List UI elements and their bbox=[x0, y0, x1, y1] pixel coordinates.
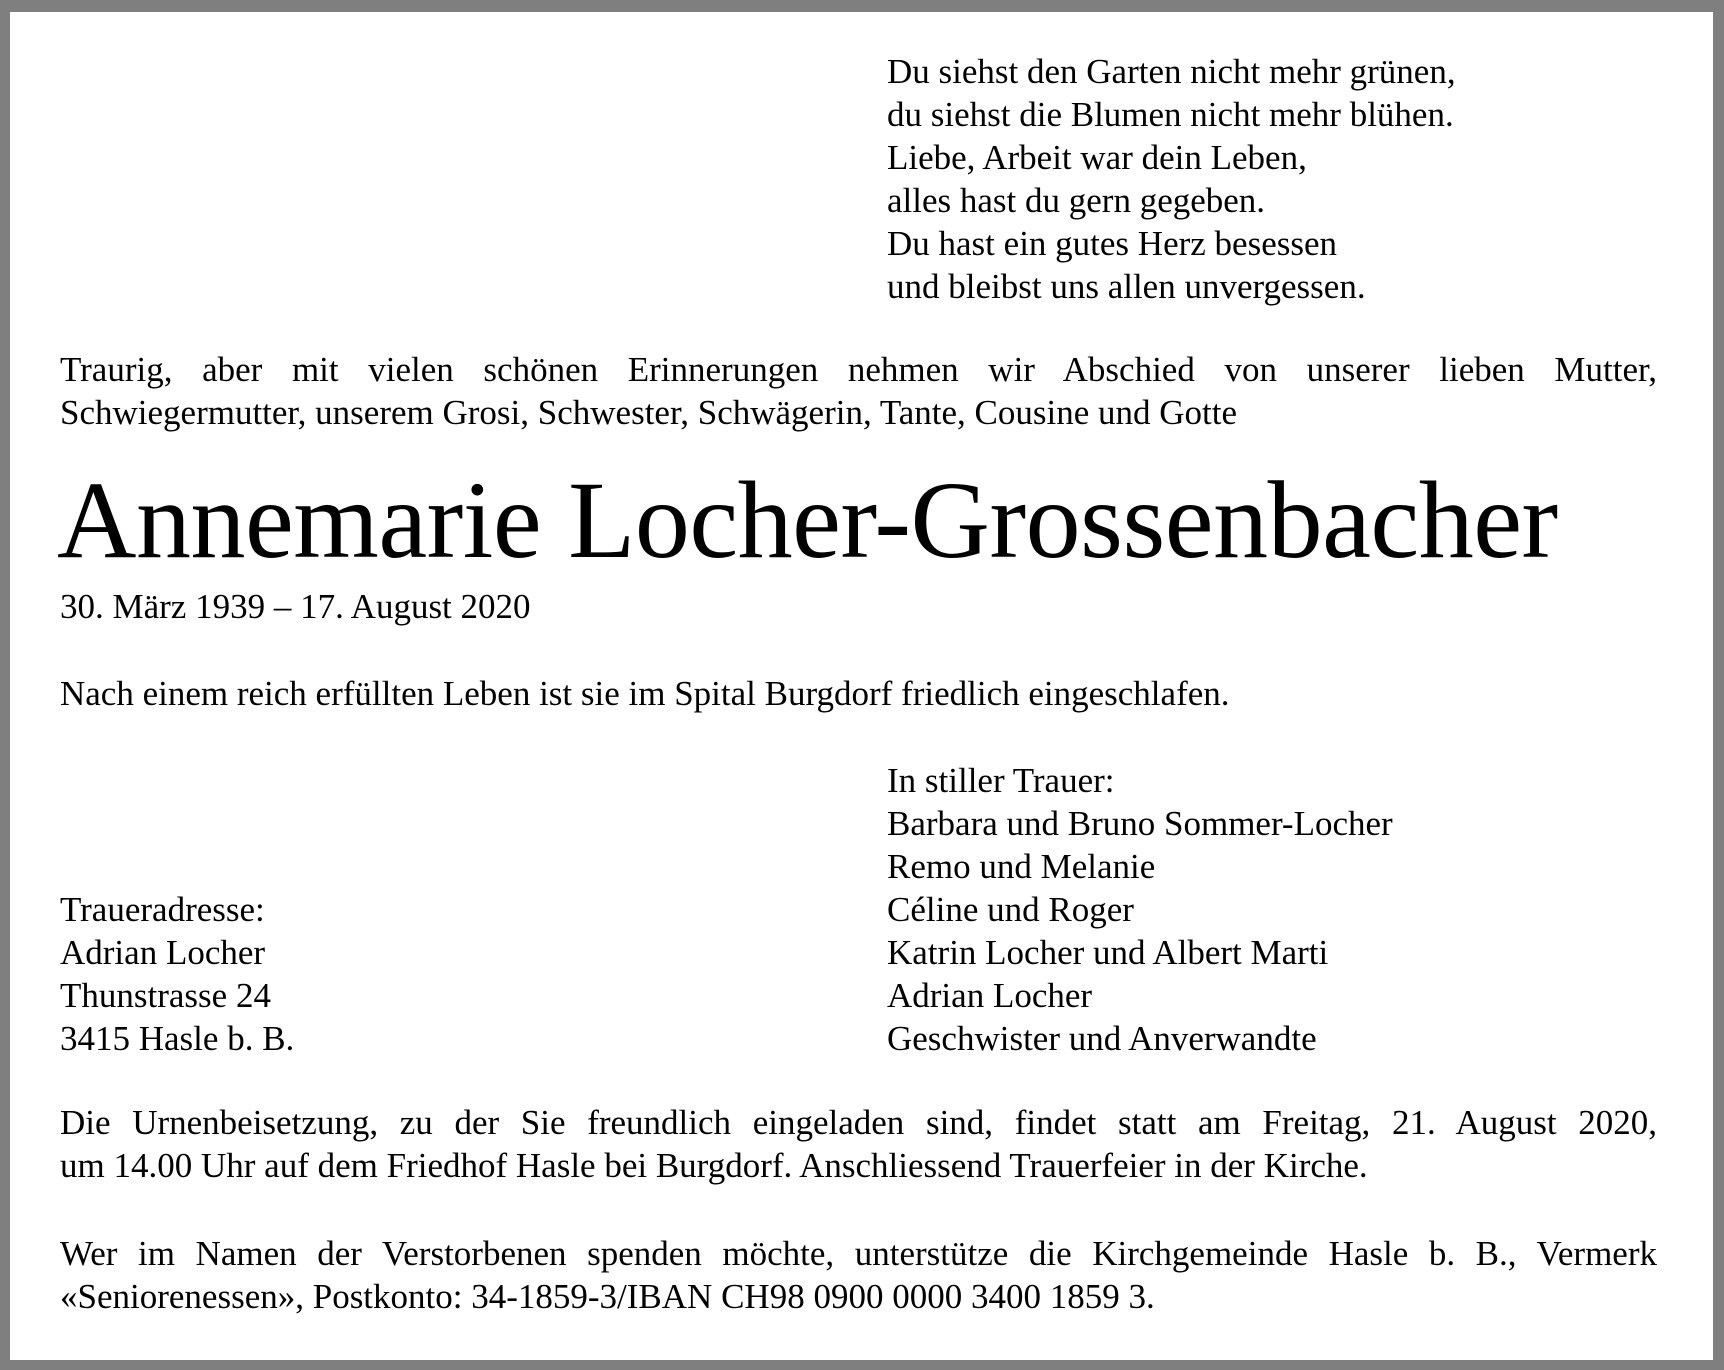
poem-line: Du hast ein gutes Herz besessen bbox=[887, 224, 1338, 263]
poem-line: Liebe, Arbeit war dein Leben, bbox=[887, 138, 1307, 177]
poem-line: Du siehst den Garten nicht mehr grünen, bbox=[887, 52, 1456, 91]
address-line: Adrian Locher bbox=[60, 933, 266, 972]
funeral-line: Die Urnenbeisetzung, zu der Sie freundlich eingeladen sind, findet statt am Freitag, 21. August 2020, bbox=[60, 1103, 1657, 1142]
mourning-address bbox=[60, 888, 294, 1060]
funeral-line: um 14.00 Uhr auf dem Friedhof Hasle bei Burgdorf. Anschliessend Trauerfeier in der Kirche. bbox=[60, 1146, 1368, 1185]
memorial-poem bbox=[887, 50, 1456, 308]
obituary-notice bbox=[10, 12, 1713, 1360]
poem-line: und bleibst uns allen unvergessen. bbox=[887, 267, 1366, 306]
intro-line: Traurig, aber mit vielen schönen Erinnerungen nehmen wir Abschied von unserer lieben Mutter, bbox=[60, 350, 1657, 389]
mourner-entry: Adrian Locher bbox=[887, 976, 1093, 1015]
donation-line: Wer im Namen der Verstorbenen spenden möchte, unterstütze die Kirchgemeinde Hasle b. B., Vermerk bbox=[60, 1234, 1657, 1273]
poem-line: du siehst die Blumen nicht mehr blühen. bbox=[887, 95, 1454, 134]
address-line: Thunstrasse 24 bbox=[60, 976, 271, 1015]
passing-statement: Nach einem reich erfüllten Leben ist sie im Spital Burgdorf friedlich eingeschlafen. bbox=[60, 674, 1230, 713]
funeral-details bbox=[60, 1101, 1657, 1187]
address-line: 3415 Hasle b. B. bbox=[60, 1019, 295, 1058]
mourner-entry: Céline und Roger bbox=[887, 890, 1134, 929]
deceased-name: Annemarie Locher-Grossenbacher bbox=[57, 459, 1558, 581]
poem-line: alles hast du gern gegeben. bbox=[887, 181, 1266, 220]
mourner-entry: Remo und Melanie bbox=[887, 847, 1156, 886]
mourner-entry: Barbara und Bruno Sommer-Locher bbox=[887, 804, 1393, 843]
mourners-heading: In stiller Trauer: bbox=[887, 761, 1115, 800]
address-heading: Traueradresse: bbox=[60, 890, 265, 929]
donation-note bbox=[60, 1232, 1657, 1318]
mourner-entry: Katrin Locher und Albert Marti bbox=[887, 933, 1329, 972]
mourner-entry: Geschwister und Anverwandte bbox=[887, 1019, 1317, 1058]
mourners-list bbox=[887, 759, 1393, 1060]
donation-line: «Seniorenessen», Postkonto: 34-1859-3/IBAN CH98 0900 0000 3400 1859 3. bbox=[60, 1277, 1155, 1316]
farewell-intro bbox=[60, 348, 1657, 434]
intro-line: Schwiegermutter, unserem Grosi, Schwester, Schwägerin, Tante, Cousine und Gotte bbox=[60, 393, 1238, 432]
life-dates: 30. März 1939 – 17. August 2020 bbox=[60, 587, 531, 626]
